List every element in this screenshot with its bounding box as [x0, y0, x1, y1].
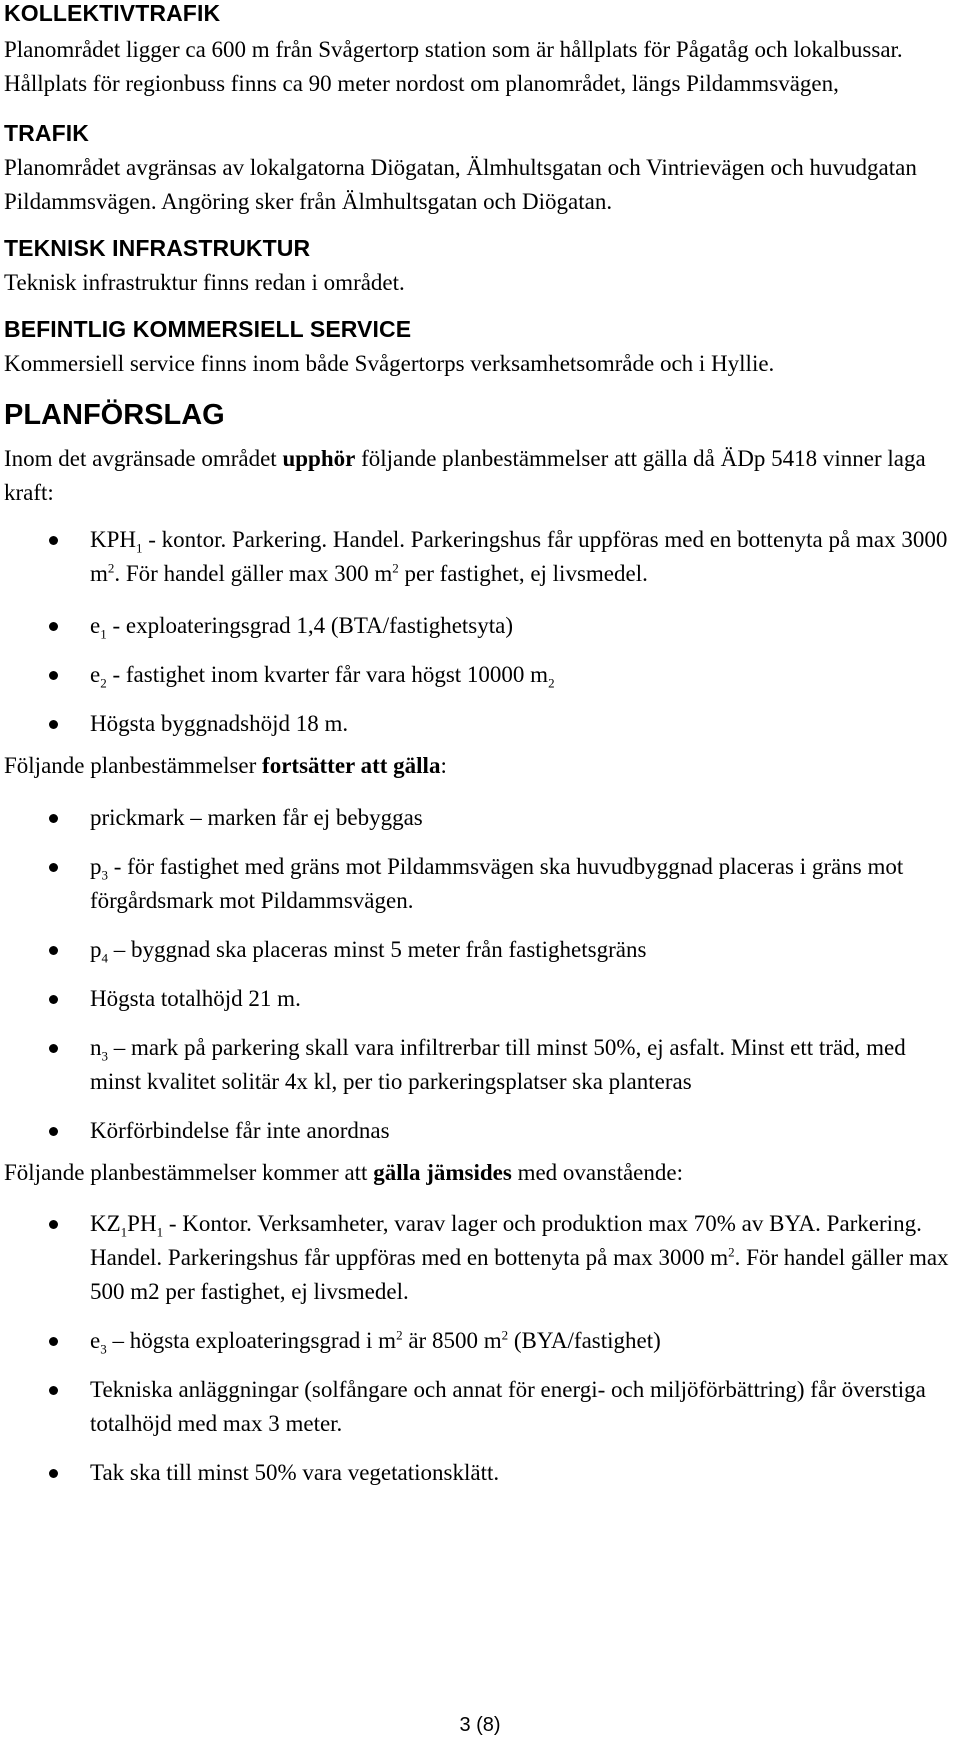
list-item: prickmark – marken får ej bebyggas [4, 801, 956, 835]
list-item: $n_3$ – mark på parkering skall vara infiltrerbar till minst 50%, ej asfalt. Minst ett träd, med minst kvalitet solitär 4x kl, per tio parkeringsplatser ska planteras [4, 1031, 956, 1099]
paragraph-fortsatter: Följande planbestämmelser fortsätter att gälla: [4, 753, 447, 778]
document-page [4, 0, 956, 1490]
list-jamsides [4, 1207, 956, 1490]
list-item: $KPH_1$ - kontor. Parkering. Handel. Parkeringshus får uppföras med en bottenyta på max 3000 $m^2$. För handel gäller max 300 $m^2$ per fastighet, ej livsmedel. [4, 523, 956, 591]
heading-kollektivtrafik: KOLLEKTIVTRAFIK [4, 0, 221, 26]
paragraph-kommersiell-service: Kommersiell service finns inom både Svågertorps verksamhetsområde och i Hyllie. [4, 351, 775, 376]
list-item: Tekniska anläggningar (solfångare och annat för energi- och miljöförbättring) får överstiga totalhöjd med max 3 meter. [4, 1373, 956, 1441]
list-item: $p_4$ – byggnad ska placeras minst 5 meter från fastighetsgräns [4, 933, 956, 967]
list-item: Högsta byggnadshöjd 18 m. [4, 707, 956, 741]
list-item: $e_2$ - fastighet inom kvarter får vara högst 10000 $m_2$ [4, 658, 956, 692]
list-upphor [4, 523, 956, 741]
paragraph-trafik: Planområdet avgränsas av lokalgatorna Diögatan, Älmhultsgatan och Vintrievägen och huvudgatan Pildammsvägen. Angöring sker från Älmhultsgatan och Diögatan. [4, 155, 917, 214]
paragraph-jamsides: Följande planbestämmelser kommer att gälla jämsides med ovanstående: [4, 1160, 683, 1185]
page-number: 3 (8) [459, 1714, 501, 1736]
list-item: Tak ska till minst 50% vara vegetationsklätt. [4, 1456, 956, 1490]
heading-kommersiell-service: BEFINTLIG KOMMERSIELL SERVICE [4, 316, 412, 342]
paragraph-teknisk-infrastruktur: Teknisk infrastruktur finns redan i området. [4, 270, 405, 295]
list-item: $p_3$ - för fastighet med gräns mot Pildammsvägen ska huvudbyggnad placeras i gräns mot förgårdsmark mot Pildammsvägen. [4, 850, 956, 918]
heading-trafik: TRAFIK [4, 120, 89, 146]
list-item: Körförbindelse får inte anordnas [4, 1114, 956, 1148]
heading-planforslag: PLANFÖRSLAG [4, 399, 225, 431]
list-item: Högsta totalhöjd 21 m. [4, 982, 956, 1016]
list-item: $e_1$ - exploateringsgrad 1,4 (BTA/fastighetsyta) [4, 609, 956, 643]
heading-teknisk-infrastruktur: TEKNISK INFRASTRUKTUR [4, 235, 311, 261]
list-item: $e_3$ – högsta exploateringsgrad i $m^2$ är 8500 $m^2$ (BYA/fastighet) [4, 1324, 956, 1358]
list-item: $KZ_1PH_1$ - Kontor. Verksamheter, varav lager och produktion max 70% av BYA. Parkering. Handel. Parkeringshus får uppföras med en bottenyta på max 3000 $m^2$. För handel gäller max 500 m2 per fastighet, ej livsmedel. [4, 1207, 956, 1309]
list-fortsatter [4, 801, 956, 1148]
paragraph-upphor: Inom det avgränsade området upphör följande planbestämmelser att gälla då ÄDp 5418 vinner laga kraft: [4, 446, 926, 505]
paragraph-kollektivtrafik: Planområdet ligger ca 600 m från Svågertorp station som är hållplats för Pågatåg och lokalbussar. Hållplats för regionbuss finns ca 90 meter nordost om planområdet, längs Pildammsvägen, [4, 37, 903, 96]
